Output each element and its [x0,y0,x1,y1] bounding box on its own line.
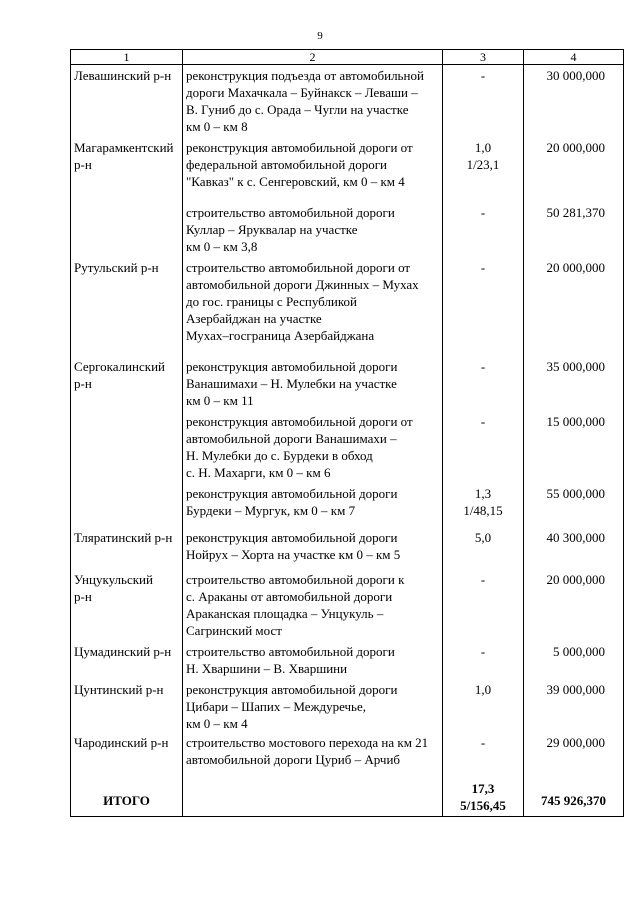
district-line: р-н [74,376,92,391]
length-line: 1/23,1 [466,157,500,172]
work-line: Н. Хваршини – В. Хваршини [186,661,348,676]
work-cell [183,571,443,643]
table-row [71,571,624,643]
work-line: строительство мостового перехода на км 21 [186,735,429,750]
work-line: автомобильной дороги Цуриб – Арчиб [186,752,401,767]
work-cell [183,139,443,204]
amount-cell: 35 000,000 [524,358,624,413]
work-line: федеральной автомобильной дороги [186,157,387,172]
work-line: строительство автомобильной дороги [186,644,395,659]
work-line: с. Н. Махарги, км 0 – км 6 [186,465,331,480]
amount-cell: 40 300,000 [524,529,624,571]
work-cell [183,734,443,772]
district-line: Рутульский р-н [74,260,159,275]
work-line: Цибари – Шапих – Междуречье, [186,699,367,714]
table-row [71,358,624,413]
district-line: Левашинский р-н [74,68,172,83]
district-cell [71,643,183,681]
district-cell [71,413,183,485]
column-header-3: 3 [443,50,524,65]
work-cell [183,204,443,259]
work-cell [183,413,443,485]
length-line: - [480,359,486,374]
district-cell [71,681,183,734]
length-line: - [480,414,486,429]
district-cell [71,734,183,772]
length-line: 5,0 [474,530,492,545]
table-row [71,259,624,358]
total-length [443,772,524,817]
length-line: 1,3 [474,486,492,501]
work-line: Н. Мулебки до с. Бурдеки в обход [186,448,373,463]
work-line: Ванашимахи – Н. Мулебки на участке [186,376,397,391]
length-cell [443,529,524,571]
length-cell [443,681,524,734]
district-cell [71,259,183,358]
amount-cell: 50 281,370 [524,204,624,259]
work-line: км 0 – км 11 [186,393,254,408]
work-line: автомобильной дороги Ванашимахи – [186,431,397,446]
work-line: Нойрух – Хорта на участке км 0 – км 5 [186,547,401,562]
table-row [71,413,624,485]
table-header-row [71,50,624,65]
work-line: Азербайджан на участке [186,311,322,326]
length-line: 1,0 [474,140,492,155]
length-cell [443,571,524,643]
work-line: реконструкция автомобильной дороги от [186,414,413,429]
table-row [71,65,624,140]
work-line: Мухах–госграница Азербайджана [186,328,375,343]
work-cell [183,485,443,529]
road-works-table [70,49,624,817]
district-line: р-н [74,157,92,172]
work-line: реконструкция автомобильной дороги [186,359,398,374]
table-row [71,681,624,734]
work-line: Араканская площадка – Унцукуль – [186,606,384,621]
length-cell [443,204,524,259]
work-line: реконструкция автомобильной дороги от [186,140,413,155]
table-row [71,204,624,259]
work-cell [183,259,443,358]
length-cell [443,643,524,681]
work-line: до гос. границы с Республикой [186,294,357,309]
district-cell [71,65,183,140]
work-line: Куллар – Яруквалар на участке [186,222,358,237]
column-header-2: 2 [183,50,443,65]
amount-cell: 39 000,000 [524,681,624,734]
amount-cell: 29 000,000 [524,734,624,772]
district-cell [71,139,183,204]
length-line: - [480,735,486,750]
amount-cell: 20 000,000 [524,259,624,358]
district-cell [71,204,183,259]
district-line: Унцукульский [74,572,153,587]
total-amount: 745 926,370 [524,772,624,817]
work-line: реконструкция автомобильной дороги [186,682,398,697]
district-line: Сергокалинский [74,359,166,374]
length-line: - [480,572,486,587]
work-cell [183,681,443,734]
amount-cell: 5 000,000 [524,643,624,681]
district-line: Цунтинский р-н [74,682,164,697]
amount-cell: 30 000,000 [524,65,624,140]
column-header-4: 4 [524,50,624,65]
table-row [71,139,624,204]
work-line: автомобильной дороги Джинных – Мухах [186,277,419,292]
page-number: 9 [317,30,323,42]
total-row [71,772,624,817]
amount-cell: 15 000,000 [524,413,624,485]
district-cell [71,571,183,643]
work-line: "Кавказ" к с. Сенгеровский, км 0 – км 4 [186,174,405,189]
district-cell [71,529,183,571]
work-line: с. Араканы от автомобильной дороги [186,589,393,604]
length-cell [443,139,524,204]
work-line: реконструкция подъезда от автомобильной [186,68,424,83]
table-row [71,529,624,571]
work-line: Бурдеки – Мургук, км 0 – км 7 [186,503,356,518]
total-length-line: 17,3 [471,781,495,796]
work-line: реконструкция автомобильной дороги [186,486,398,501]
length-line: 1/48,15 [463,503,503,518]
district-line: Магарамкентский [74,140,174,155]
total-label: ИТОГО [71,772,183,817]
length-cell [443,485,524,529]
table-row [71,734,624,772]
total-length-line: 5/156,45 [460,798,506,813]
district-line: Чародинский р-н [74,735,169,750]
length-cell [443,734,524,772]
amount-cell: 20 000,000 [524,571,624,643]
district-line: р-н [74,589,92,604]
column-header-1: 1 [71,50,183,65]
length-cell [443,413,524,485]
length-line: - [480,205,486,220]
work-cell [183,643,443,681]
length-line: 1,0 [474,682,492,697]
length-line: - [480,260,486,275]
length-cell [443,259,524,358]
work-line: реконструкция автомобильной дороги [186,530,398,545]
work-line: Сагринский мост [186,623,282,638]
length-line: - [480,644,486,659]
work-line: км 0 – км 3,8 [186,239,258,254]
work-line: строительство автомобильной дороги [186,205,395,220]
work-line: км 0 – км 8 [186,119,248,134]
work-line: строительство автомобильной дороги от [186,260,411,275]
length-cell [443,358,524,413]
work-line: В. Гуниб до с. Орада – Чугли на участке [186,102,409,117]
district-line: Тляратинский р-н [74,530,173,545]
work-line: строительство автомобильной дороги к [186,572,405,587]
table-body [71,65,624,817]
amount-cell: 20 000,000 [524,139,624,204]
work-line: км 0 – км 4 [186,716,248,731]
length-line: - [480,68,486,83]
table-row [71,485,624,529]
district-cell [71,358,183,413]
work-cell [183,65,443,140]
work-line: дороги Махачкала – Буйнакск – Леваши – [186,85,418,100]
district-cell [71,485,183,529]
district-line: Цумадинский р-н [74,644,172,659]
work-cell [183,358,443,413]
work-cell [183,529,443,571]
table-row [71,643,624,681]
amount-cell: 55 000,000 [524,485,624,529]
total-empty-cell [183,772,443,817]
length-cell [443,65,524,140]
